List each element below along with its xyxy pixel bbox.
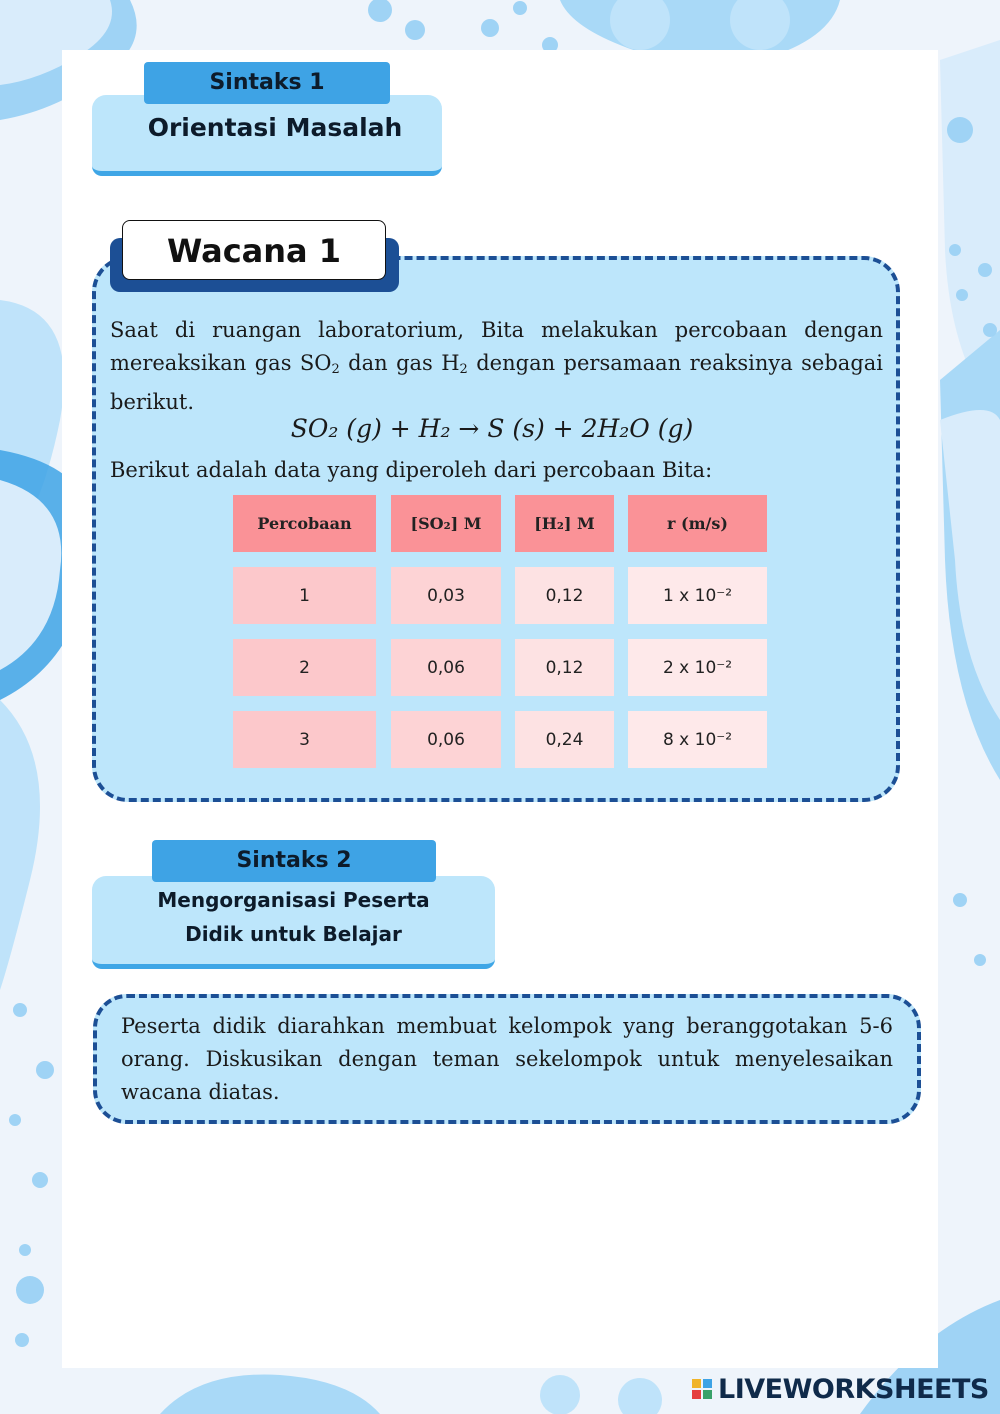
- reaction-equation: SO₂ (g) + H₂ → S (s) + 2H₂O (g): [290, 414, 694, 443]
- liveworksheets-logo-icon: [692, 1379, 714, 1401]
- table-header: Percobaan: [233, 495, 376, 552]
- wacana-paragraph: Saat di ruangan laboratorium, Bita melakukan percobaan dengan mereaksikan gas $SO_2$ dan gas $H_2$ dengan persamaan reaksinya sebagai berikut.: [110, 318, 883, 414]
- liveworksheets-brand: LIVEWORKSHEETS: [718, 1374, 989, 1405]
- table-cell: 2 x 10⁻²: [628, 639, 767, 696]
- table-header: r (m/s): [628, 495, 767, 552]
- sintaks2-tab: Sintaks 2: [152, 840, 436, 882]
- sintaks2-title-line1: Mengorganisasi Peserta: [157, 888, 430, 912]
- sintaks2-title-line2: Didik untuk Belajar: [185, 922, 402, 946]
- table-cell: 8 x 10⁻²: [628, 711, 767, 768]
- table-cell: 1: [233, 567, 376, 624]
- sintaks1-tab: Sintaks 1: [144, 62, 390, 104]
- table-cell: 0,06: [391, 711, 501, 768]
- instruction-text: Peserta didik diarahkan membuat kelompok yang beranggotakan 5-6 orang. Diskusikan dengan teman sekelompok untuk menyelesaikan wacana diatas.: [121, 1014, 893, 1104]
- table-header: [H₂] M: [515, 495, 614, 552]
- table-cell: 0,12: [515, 567, 614, 624]
- liveworksheets-logo: [692, 1374, 989, 1405]
- data-intro: Berikut adalah data yang diperoleh dari percobaan Bita:: [110, 458, 713, 482]
- table-cell: 0,12: [515, 639, 614, 696]
- table-cell: 2: [233, 639, 376, 696]
- table-cell: 0,03: [391, 567, 501, 624]
- wacana-tab: Wacana 1: [122, 220, 386, 280]
- table-header: [SO₂] M: [391, 495, 501, 552]
- sintaks1-title: Orientasi Masalah: [147, 113, 403, 142]
- table-cell: 0,06: [391, 639, 501, 696]
- table-cell: 1 x 10⁻²: [628, 567, 767, 624]
- table-cell: 0,24: [515, 711, 614, 768]
- table-cell: 3: [233, 711, 376, 768]
